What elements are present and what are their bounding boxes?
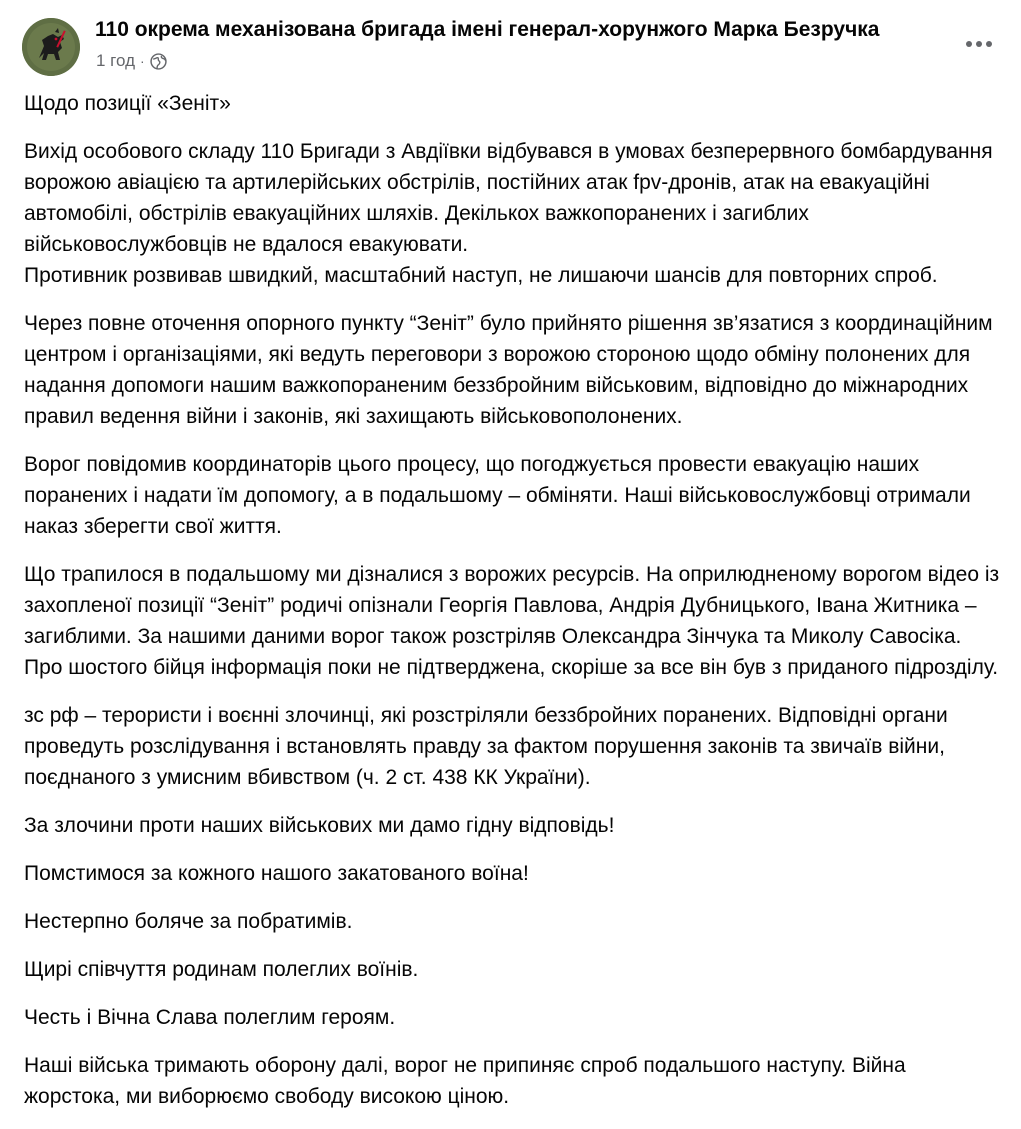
more-options-icon bbox=[966, 41, 972, 47]
more-options-icon bbox=[986, 41, 992, 47]
post-paragraph: Що трапилося в подальшому ми дізналися з ворожих ресурсів. На оприлюдненому ворогом відео із захопленої позиції “Зеніт” родичі опізнали Георгія Павлова, Андрія Дубницького, Івана Житника – загиблими. За нашими даними ворог також розстріляв Олександра Зінчука та Миколу Савосіка. Про шостого бійця інформація поки не підтверджена, скоріше за все він був з приданого підрозділу. bbox=[24, 563, 1000, 679]
more-options-icon bbox=[976, 41, 982, 47]
post-paragraph: Противник розвивав швидкий, масштабний наступ, не лишаючи шансів для повторних спроб. bbox=[24, 264, 938, 287]
post-paragraph: Вихід особового складу 110 Бригади з Авдіївки відбувався в умовах безперервного бомбардування ворожою авіацією та артилерійських обстрілів, постійних атак fpv-дронів, атак на евакуаційні автомобілі, обстрілів евакуаційних шляхів. Декількох важкопоранених і загиблих військовослужбовців не вдалося евакуювати. bbox=[24, 140, 993, 256]
post-meta bbox=[96, 51, 167, 71]
post-paragraph: Ворог повідомив координаторів цього процесу, що погоджується провести евакуацію наших поранених і надати їм допомогу, а в подальшому – обміняти. Наші військовослужбовці отримали наказ зберегти свої життя. bbox=[24, 453, 971, 538]
globe-icon bbox=[150, 53, 167, 70]
post-paragraph: Щирі співчуття родинам полеглих воїнів. bbox=[24, 958, 419, 981]
meta-separator: · bbox=[140, 53, 145, 69]
post-paragraph: зс рф – терористи і воєнні злочинці, які розстріляли беззбройних поранених. Відповідні органи проведуть розслідування і встановлять правду за фактом порушення законів та звичаїв війни, поєднаного з умисним вбивством (ч. 2 ст. 438 КК України). bbox=[24, 704, 948, 789]
brigade-emblem-icon bbox=[22, 18, 80, 76]
page-name-link[interactable]: 110 окрема механізована бригада імені генерал-хорунжого Марка Безручка bbox=[95, 18, 880, 41]
post-paragraph: Через повне оточення опорного пункту “Зеніт” було прийнято рішення зв’язатися з координаційним центром і організаціями, які ведуть переговори з ворожою стороною щодо обміну полонених для надання допомоги нашим важкопораненим беззбройним військовим, відповідно до міжнародних правил ведення війни і законів, які захищають військовополонених. bbox=[24, 312, 993, 428]
post-paragraph: Честь і Вічна Слава полеглим героям. bbox=[24, 1006, 396, 1029]
post-paragraph: Щодо позиції «Зеніт» bbox=[24, 92, 231, 115]
post-header bbox=[22, 14, 999, 76]
page-avatar[interactable] bbox=[22, 18, 80, 76]
post-paragraph: Наші війська тримають оборону далі, ворог не припиняє спроб подальшого наступу. Війна жорстока, ми виборюємо свободу високою ціною. bbox=[24, 1054, 906, 1108]
post-timestamp[interactable]: 1 год bbox=[96, 51, 136, 70]
post-paragraph: За злочини проти наших військових ми дамо гідну відповідь! bbox=[24, 814, 615, 837]
post-paragraph: Помстимося за кожного нашого закатованого воїна! bbox=[24, 862, 529, 885]
post-body bbox=[24, 88, 1004, 1129]
post-paragraph: Нестерпно боляче за побратимів. bbox=[24, 910, 353, 933]
more-options-button[interactable] bbox=[959, 26, 999, 62]
